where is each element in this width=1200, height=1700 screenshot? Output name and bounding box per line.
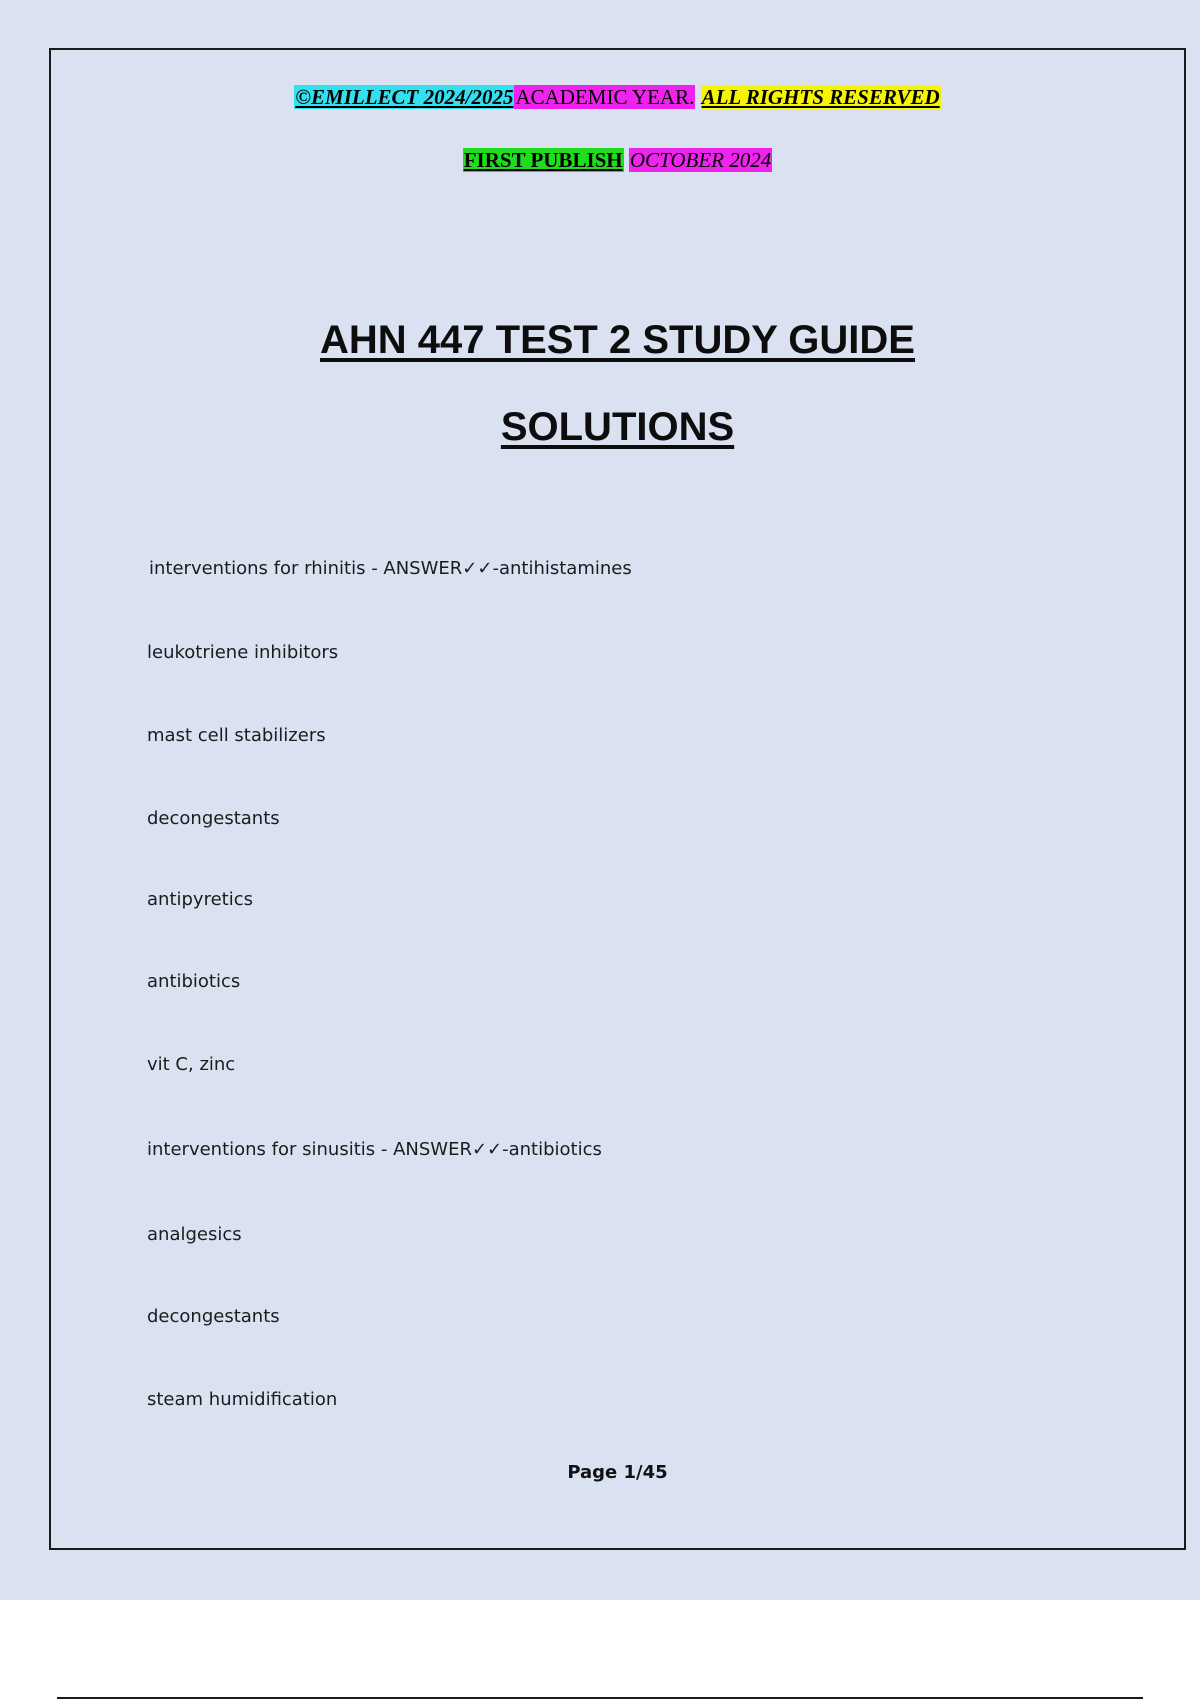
list-item: leukotriene inhibitors <box>147 642 339 663</box>
copyright-header <box>51 84 1184 110</box>
rights-text: ALL RIGHTS RESERVED <box>701 85 940 109</box>
publish-date-text: OCTOBER 2024 <box>629 148 772 172</box>
qa-item-sinusitis: interventions for sinusitis - ANSWER✓✓-antibiotics <box>147 1139 602 1160</box>
academic-year-text: ACADEMIC YEAR. <box>515 85 695 109</box>
list-item: vit C, zinc <box>147 1054 236 1075</box>
document-page <box>49 48 1186 1550</box>
list-item: analgesics <box>147 1224 242 1245</box>
qa-item-rhinitis: interventions for rhinitis - ANSWER✓✓-antihistamines <box>149 558 632 579</box>
list-item: antibiotics <box>147 971 241 992</box>
publish-header <box>51 147 1184 173</box>
list-item: mast cell stabilizers <box>147 725 326 746</box>
page-number: Page 1/45 <box>567 1462 668 1483</box>
list-item: antipyretics <box>147 889 253 910</box>
list-item: steam humidification <box>147 1389 338 1410</box>
list-item: decongestants <box>147 1306 280 1327</box>
copyright-text: ©EMILLECT 2024/2025 <box>295 85 514 109</box>
next-page-divider <box>57 1697 1143 1699</box>
first-publish-text: FIRST PUBLISH <box>463 148 623 172</box>
document-title-line-1: AHN 447 TEST 2 STUDY GUIDE <box>320 318 915 362</box>
document-title-line-2: SOLUTIONS <box>500 405 735 449</box>
list-item: decongestants <box>147 808 280 829</box>
